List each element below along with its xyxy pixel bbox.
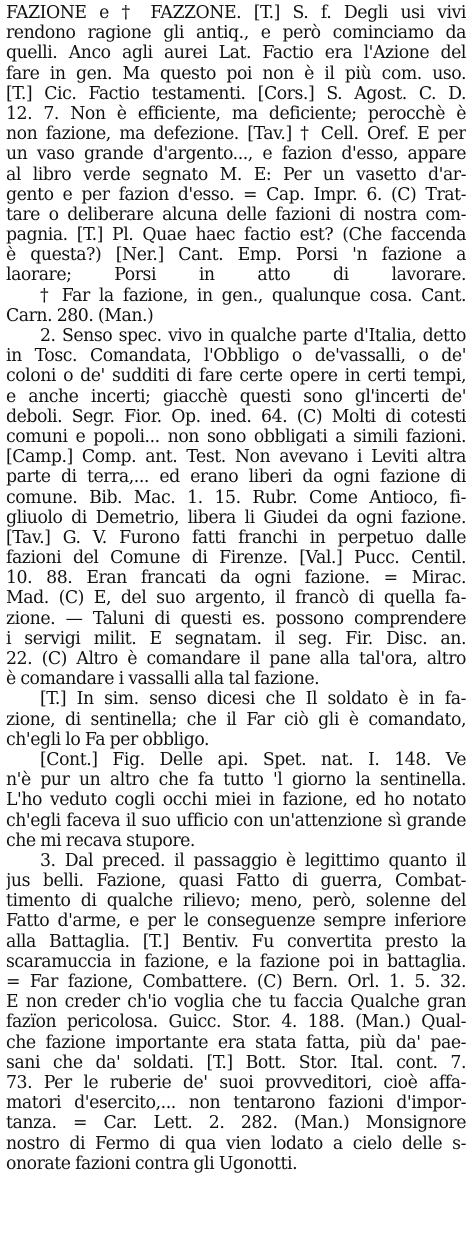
entry-line: che fazione importante era stata fatta, più da' paе- bbox=[6, 1032, 466, 1053]
entry-line: Fatto d'arme, e per le conseguenze sempre inferiore bbox=[6, 911, 466, 932]
entry-line: ch'egli lo Fa per obbligo. bbox=[6, 729, 210, 750]
entry-line: è comandare i vassalli alla tal fazione. bbox=[6, 669, 320, 690]
entry-line: coloni o de' sudditi di fare certe opere in certi tempi, bbox=[6, 366, 466, 387]
entry-line: tare o deliberare alcuna delle fazioni di nostra com- bbox=[6, 204, 466, 225]
entry-line: ch'egli faceva il suo ufficio con un'attenzione sì grande bbox=[6, 810, 466, 831]
entry-line: laorare; Porsi in atto di lavorare. bbox=[6, 265, 466, 286]
entry-line: rendono ragione gli antiq., e però cominciamo da bbox=[6, 23, 466, 44]
entry-line: zione, di sentinella; che il Far ciò gli è comandato, bbox=[6, 709, 466, 730]
entry-line: è questa?) [Ner.] Cant. Emp. Porsi 'n fazione a bbox=[6, 245, 466, 266]
entry-line: E non creder ch'io voglia che tu faccia Qualche gran bbox=[6, 992, 466, 1013]
entry-line: timento di qualche rilievo; meno, però, solenne del bbox=[6, 891, 466, 912]
entry-line: FAZIONE e † FAZZONE. [T.] S. f. Degli usi vivi bbox=[6, 3, 466, 23]
entry-line: jus belli. Fazione, quasi Fatto di guerra, Combat- bbox=[6, 871, 466, 892]
entry-line: quelli. Anco agli aurei Lat. Factio era l'Azione del bbox=[6, 43, 466, 64]
entry-line: 10. 88. Eran francati da ogni fazione. = Mirac. bbox=[6, 568, 466, 589]
entry-line: nostro di Fermo di qua vien lodato a cielo delle s- bbox=[6, 1133, 466, 1154]
entry-line: onorate fazioni contra gli Ugonotti. bbox=[6, 1153, 298, 1174]
entry-line: in Tosc. Comandata, l'Obbligo o de'vassalli, o de' bbox=[6, 346, 466, 367]
entry-line: matori d'esercito,... non tentarono fazioni d'impor- bbox=[6, 1093, 466, 1114]
entry-line: gliuolo di Demetrio, libera li Giudei da ogni fazione. bbox=[6, 507, 466, 528]
entry-line: i servigi milit. E segnatam. il seg. Fir. Disc. an. bbox=[6, 628, 466, 649]
entry-line: comune. Bib. Mac. 1. 15. Rubr. Come Antioco, fi- bbox=[6, 487, 466, 508]
entry-line: Mad. (C) E, del suo argento, il francò di quella fa- bbox=[6, 588, 466, 609]
entry-line: † Far la fazione, in gen., qualunque cosa. Cant. bbox=[40, 285, 466, 306]
entry-line: [Cont.] Fig. Delle api. Spet. nat. I. 148. Ve bbox=[40, 749, 466, 770]
entry-line: [Camp.] Comp. ant. Test. Non avevano i Leviti altra bbox=[6, 447, 466, 468]
entry-line: parte di terra,... ed erano liberi da ogni fazione di bbox=[6, 467, 466, 488]
entry-line: fazïon pericolosa. Guicc. Stor. 4. 188. (Man.) Qual- bbox=[6, 1012, 466, 1033]
entry-line: scaramuccia in fazione, e la fazione poi in battaglia. bbox=[6, 951, 466, 972]
entry-line: [Tav.] G. V. Furono fatti franchi in perpetuo dalle bbox=[6, 527, 466, 548]
entry-line: 73. Per le ruberie de' suoi provveditori, cioè affa- bbox=[6, 1072, 466, 1093]
entry-line: = Far fazione, Combattere. (C) Bern. Orl. 1. 5. 32. bbox=[6, 972, 466, 992]
entry-line: 3. Dal preced. il passaggio è legittimo quanto il bbox=[40, 850, 466, 871]
entry-line: 12. 7. Non è efficiente, ma deficiente; perocchè è bbox=[6, 103, 466, 124]
entry-line: non fazione, ma defezione. [Tav.] † Cell. Oref. E per bbox=[6, 124, 466, 145]
entry-line: pagnia. [T.] Pl. Quae haec factio est? (Che faccenda bbox=[6, 225, 466, 246]
entry-line: al libro verde segnato M. E: Per un vasetto d'ar- bbox=[6, 164, 466, 185]
entry-line: fazioni del Comune di Firenze. [Val.] Pucc. Centil. bbox=[6, 548, 466, 569]
entry-line: sani che da' soldati. [T.] Bott. Stor. Ital. cont. 7. bbox=[6, 1052, 466, 1073]
entry-line: 22. (C) Altro è comandare il pane alla tal'ora, altro bbox=[6, 649, 466, 669]
entry-line: Carn. 280. (Man.) bbox=[6, 305, 154, 326]
entry-line: 2. Senso spec. vivo in qualche parte d'Italia, detto bbox=[40, 326, 466, 346]
entry-line: [T.] In sim. senso dicesi che Il soldato è in fa- bbox=[40, 689, 466, 710]
entry-line: deboli. Segr. Fior. Op. ined. 64. (C) Molti di cotesti bbox=[6, 406, 466, 427]
entry-line: fare in gen. Ma questo poi non è il più com. uso. bbox=[6, 63, 466, 84]
entry-line: e anche incerti; giacchè questi sono gl'incerti de' bbox=[6, 386, 466, 407]
entry-line: [T.] Cic. Factio testamenti. [Cors.] S. Agost. C. D. bbox=[6, 83, 466, 104]
entry-line: L'ho veduto cogli occhi miei in fazione, ed ho notato bbox=[6, 790, 466, 811]
entry-line: n'è pur un altro che fa tutto 'l giorno la sentinella. bbox=[6, 770, 466, 791]
entry-line: tanza. = Car. Lett. 2. 282. (Man.) Monsignore bbox=[6, 1113, 466, 1134]
entry-line: gento e per fazion d'esso. = Cap. Impr. 6. (C) Trat- bbox=[6, 184, 466, 205]
dictionary-entry-fazione bbox=[6, 3, 466, 1174]
entry-line: comuni e popoli... non sono obbligati a simili fazioni. bbox=[6, 426, 466, 447]
entry-line: zione. — Taluni di questi es. possono comprendere bbox=[6, 608, 466, 629]
entry-line: che mi recava stupore. bbox=[6, 830, 195, 851]
entry-line: un vaso grande d'argento..., e fazion d'esso, appare bbox=[6, 144, 466, 165]
entry-line: alla Battaglia. [T.] Bentiv. Fu convertita presto la bbox=[6, 931, 466, 952]
